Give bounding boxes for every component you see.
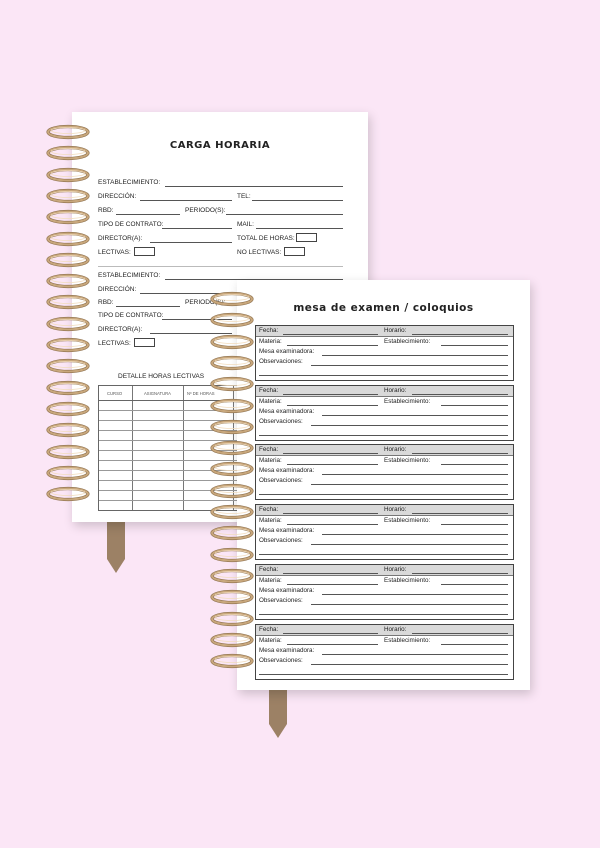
fecha-line[interactable] xyxy=(283,633,378,634)
mesa-examinadora-label: Mesa examinadora: xyxy=(259,586,315,594)
observaciones-line-2[interactable] xyxy=(259,674,508,675)
observaciones-line[interactable] xyxy=(311,425,508,426)
periodo-label: PERIODO(S): xyxy=(185,299,226,306)
establecimiento-label: Establecimiento: xyxy=(384,397,431,405)
spiral-ring xyxy=(45,422,91,438)
mesa-examinadora-line[interactable] xyxy=(322,654,508,655)
observaciones-line[interactable] xyxy=(311,544,508,545)
materia-label: Materia: xyxy=(259,576,282,584)
materia-line[interactable] xyxy=(287,464,378,465)
observaciones-line[interactable] xyxy=(311,365,508,366)
horario-line[interactable] xyxy=(412,394,508,395)
horario-line[interactable] xyxy=(412,453,508,454)
tipo-contrato-label: TIPO DE CONTRATO: xyxy=(98,312,164,319)
spiral-ring xyxy=(45,401,91,417)
observaciones-line[interactable] xyxy=(311,604,508,605)
observaciones-label: Observaciones: xyxy=(259,417,303,425)
table-header-asignatura: ASIGNATURA xyxy=(144,391,171,396)
observaciones-line-2[interactable] xyxy=(259,435,508,436)
tipo-contrato-label: TIPO DE CONTRATO: xyxy=(98,221,164,228)
mesa-examinadora-label: Mesa examinadora: xyxy=(259,407,315,415)
spiral-ring xyxy=(209,611,255,627)
spiral-ring xyxy=(209,440,255,456)
rbd-line[interactable] xyxy=(116,214,180,215)
observaciones-line-2[interactable] xyxy=(259,554,508,555)
no-lectivas-label: NO LECTIVAS: xyxy=(237,249,282,256)
establecimiento-label: Establecimiento: xyxy=(384,338,431,345)
materia-line[interactable] xyxy=(287,524,378,525)
spiral-ring xyxy=(45,358,91,374)
establecimiento-label: Establecimiento: xyxy=(384,636,431,644)
fecha-line[interactable] xyxy=(283,334,378,335)
exam-entry-block xyxy=(255,564,514,620)
horario-label: Horario: xyxy=(384,446,407,454)
establecimiento-label: Establecimiento: xyxy=(384,517,431,525)
spiral-ring xyxy=(45,316,91,332)
rbd-line[interactable] xyxy=(116,306,180,307)
tel-line[interactable] xyxy=(252,200,343,201)
lectivas-label: LECTIVAS: xyxy=(98,340,131,347)
establecimiento-label: ESTABLECIMIENTO: xyxy=(98,272,161,279)
spiral-ring xyxy=(209,312,255,328)
spiral-ring xyxy=(45,444,91,460)
spiral-ring xyxy=(45,337,91,353)
spiral-ring xyxy=(209,398,255,414)
fecha-label: Fecha: xyxy=(259,625,279,633)
direccion-line[interactable] xyxy=(140,200,232,201)
mesa-examinadora-label: Mesa examinadora: xyxy=(259,467,315,475)
spiral-ring xyxy=(209,355,255,371)
establecimiento-line[interactable] xyxy=(165,186,343,187)
horario-line[interactable] xyxy=(412,513,508,514)
observaciones-line-2[interactable] xyxy=(259,494,508,495)
spiral-ring xyxy=(209,334,255,350)
fecha-line[interactable] xyxy=(283,513,378,514)
establecimiento-line[interactable] xyxy=(441,524,508,525)
materia-label: Materia: xyxy=(259,397,282,405)
director-line[interactable] xyxy=(150,242,232,243)
spiral-ring xyxy=(209,653,255,669)
materia-label: Materia: xyxy=(259,517,282,525)
horario-label: Horario: xyxy=(384,506,407,514)
lectivas-box[interactable] xyxy=(134,247,155,256)
table-header-curso: CURSO xyxy=(107,391,123,396)
mesa-examinadora-label: Mesa examinadora: xyxy=(259,348,315,355)
spiral-ring xyxy=(45,486,91,502)
director-label: DIRECTOR(A): xyxy=(98,326,143,333)
exam-entry-block xyxy=(255,624,514,680)
spiral-ring xyxy=(209,547,255,563)
exam-entry-block xyxy=(255,504,514,560)
spiral-ring xyxy=(209,589,255,605)
spiral-ring xyxy=(209,525,255,541)
observaciones-label: Observaciones: xyxy=(259,656,303,664)
spiral-ring xyxy=(209,291,255,307)
spiral-ring xyxy=(45,167,91,183)
fecha-label: Fecha: xyxy=(259,506,279,514)
mesa-examen-page xyxy=(237,280,530,690)
establecimiento-label: Establecimiento: xyxy=(384,457,431,465)
establecimiento-label: ESTABLECIMIENTO: xyxy=(98,179,161,186)
observaciones-label: Observaciones: xyxy=(259,358,303,365)
observaciones-line[interactable] xyxy=(311,484,508,485)
spiral-ring xyxy=(45,273,91,289)
materia-line[interactable] xyxy=(287,644,378,645)
fecha-label: Fecha: xyxy=(259,565,279,573)
bookmark-ribbon xyxy=(105,515,127,577)
observaciones-line-2[interactable] xyxy=(259,375,508,376)
spiral-ring xyxy=(45,188,91,204)
observaciones-label: Observaciones: xyxy=(259,477,303,485)
horario-label: Horario: xyxy=(384,565,407,573)
spiral-ring xyxy=(209,483,255,499)
mesa-examinadora-line[interactable] xyxy=(322,415,508,416)
spiral-ring xyxy=(209,504,255,520)
materia-line[interactable] xyxy=(287,584,378,585)
mesa-examinadora-line[interactable] xyxy=(322,355,508,356)
establecimiento-label: Establecimiento: xyxy=(384,576,431,584)
fecha-label: Fecha: xyxy=(259,446,279,454)
spiral-ring xyxy=(209,568,255,584)
spiral-ring xyxy=(45,252,91,268)
observaciones-label: Observaciones: xyxy=(259,537,303,545)
exam-entry-block xyxy=(255,325,514,381)
direccion-label: DIRECCIÓN: xyxy=(98,286,137,293)
periodo-line[interactable] xyxy=(226,214,343,215)
fecha-line[interactable] xyxy=(283,394,378,395)
spiral-ring xyxy=(45,294,91,310)
periodo-label: PERIODO(S): xyxy=(185,207,226,214)
horario-label: Horario: xyxy=(384,386,407,394)
materia-label: Materia: xyxy=(259,338,282,345)
direccion-label: DIRECCIÓN: xyxy=(98,193,137,200)
spiral-ring xyxy=(45,209,91,225)
no-lectivas-box[interactable] xyxy=(284,247,305,256)
horario-label: Horario: xyxy=(384,625,407,633)
spiral-ring xyxy=(45,465,91,481)
observaciones-label: Observaciones: xyxy=(259,596,303,604)
spiral-ring xyxy=(45,124,91,140)
fecha-label: Fecha: xyxy=(259,327,279,334)
materia-label: Materia: xyxy=(259,636,282,644)
horario-line[interactable] xyxy=(412,573,508,574)
horario-line[interactable] xyxy=(412,633,508,634)
total-horas-box[interactable] xyxy=(296,233,317,242)
tel-label: TEL: xyxy=(237,193,251,200)
establecimiento-line[interactable] xyxy=(441,405,508,406)
exam-entry-block xyxy=(255,385,514,441)
observaciones-line-2[interactable] xyxy=(259,614,508,615)
section-divider xyxy=(98,266,343,267)
establecimiento-line[interactable] xyxy=(441,345,508,346)
mesa-examinadora-line[interactable] xyxy=(322,534,508,535)
spiral-ring xyxy=(45,231,91,247)
total-horas-label: TOTAL DE HORAS: xyxy=(237,235,295,242)
carga-horaria-title: CARGA HORARIA xyxy=(169,140,271,151)
fecha-label: Fecha: xyxy=(259,386,279,394)
establecimiento-line[interactable] xyxy=(441,464,508,465)
mesa-examinadora-label: Mesa examinadora: xyxy=(259,646,315,654)
rbd-label: RBD: xyxy=(98,299,114,306)
lectivas-box[interactable] xyxy=(134,338,155,347)
materia-line[interactable] xyxy=(287,405,378,406)
spiral-ring xyxy=(45,145,91,161)
mail-label: MAIL: xyxy=(237,221,254,228)
mesa-examinadora-label: Mesa examinadora: xyxy=(259,527,315,535)
mesa-examen-title: mesa de examen / coloquios xyxy=(293,302,474,314)
rbd-label: RBD: xyxy=(98,207,114,214)
spiral-ring xyxy=(209,632,255,648)
table-title: DETALLE HORAS LECTIVAS xyxy=(118,373,205,380)
materia-label: Materia: xyxy=(259,457,282,465)
fecha-line[interactable] xyxy=(283,573,378,574)
table-header-horas: Nº DE HORAS xyxy=(187,391,215,396)
horario-label: Horario: xyxy=(384,327,407,334)
mail-line[interactable] xyxy=(256,228,343,229)
spiral-ring xyxy=(209,419,255,435)
mesa-examinadora-line[interactable] xyxy=(322,594,508,595)
fecha-line[interactable] xyxy=(283,453,378,454)
tipo-contrato-line[interactable] xyxy=(162,228,232,229)
establecimiento-line[interactable] xyxy=(441,584,508,585)
exam-entry-block xyxy=(255,444,514,500)
materia-line[interactable] xyxy=(287,345,378,346)
horario-line[interactable] xyxy=(412,334,508,335)
spiral-ring xyxy=(209,461,255,477)
lectivas-label: LECTIVAS: xyxy=(98,249,131,256)
mesa-examinadora-line[interactable] xyxy=(322,474,508,475)
establecimiento-line[interactable] xyxy=(441,644,508,645)
director-label: DIRECTOR(A): xyxy=(98,235,143,242)
spiral-ring xyxy=(209,376,255,392)
spiral-ring xyxy=(45,380,91,396)
observaciones-line[interactable] xyxy=(311,664,508,665)
